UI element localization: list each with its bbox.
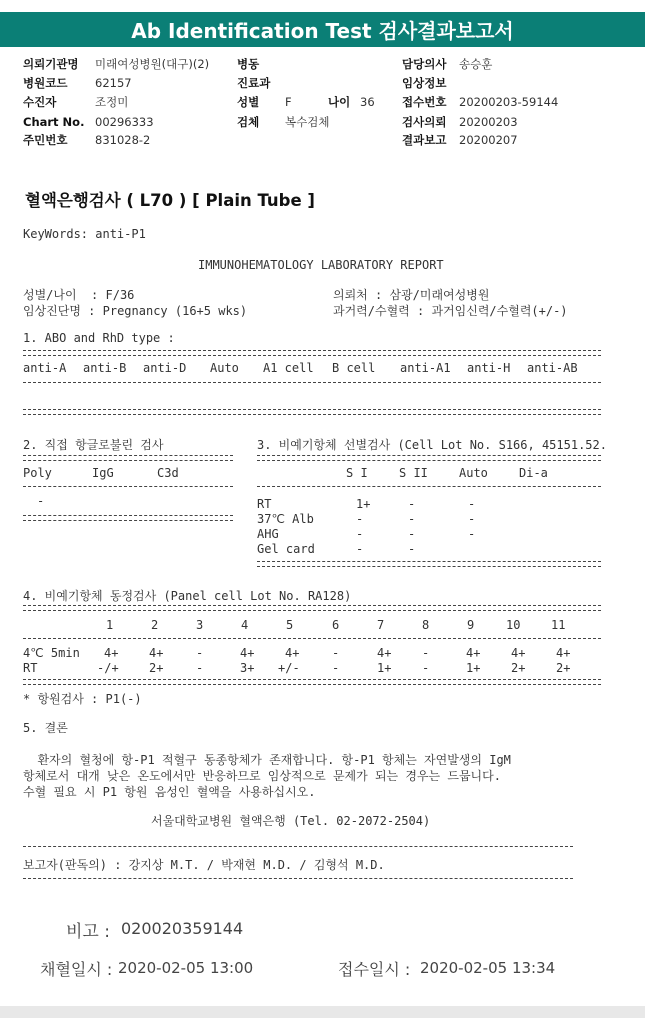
panel-cell: 4+ xyxy=(377,646,392,660)
chart-no-label: Chart No. xyxy=(23,115,85,129)
panel-col: 2 xyxy=(151,618,159,632)
screen-row-label: AHG xyxy=(257,527,279,541)
screen-cell: - xyxy=(408,527,416,541)
panel-cell: - xyxy=(332,661,340,675)
conclusion-line: 항체로서 대개 낮은 온도에서만 반응하므로 임상적으로 문제가 되는 경우는 드뭅니다. xyxy=(23,769,501,783)
screen-cell: - xyxy=(408,512,416,526)
conclusion-line: 환자의 혈청에 항-P1 적혈구 동종항체가 존재합니다. 항-P1 항체는 자연발생의 IgM xyxy=(23,753,511,767)
reporter-line: 보고자(판독의) : 강지상 M.T. / 박재현 M.D. / 김형석 M.D. xyxy=(23,858,385,872)
abo-col: anti-H xyxy=(467,361,511,375)
panel-title: 4. 비예기항체 동정검사 (Panel cell Lot No. RA128) xyxy=(23,589,352,603)
divider xyxy=(23,878,573,879)
department-label: 진료과 xyxy=(237,76,271,90)
screen-row-label: Gel card xyxy=(257,542,315,556)
section-title: 혈액은행검사 ( L70 ) [ Plain Tube ] xyxy=(25,191,315,210)
divider xyxy=(23,455,233,461)
divider xyxy=(23,409,601,415)
request-date-label: 검사의뢰 xyxy=(402,115,447,129)
dat-col-poly: Poly xyxy=(23,466,52,480)
panel-col: 7 xyxy=(377,618,385,632)
report-date-label: 결과보고 xyxy=(402,133,447,147)
draw-time-label: 채혈일시 : xyxy=(40,960,113,979)
note-label: 비고 : xyxy=(66,922,110,942)
screen-cell: - xyxy=(408,497,416,511)
panel-cell: 4+ xyxy=(104,646,119,660)
draw-time-value: 2020-02-05 13:00 xyxy=(118,959,254,977)
abo-col: anti-B xyxy=(83,361,127,375)
screen-cell: - xyxy=(356,527,364,541)
bottom-edge xyxy=(0,1006,645,1018)
age-value: 36 xyxy=(360,95,375,109)
panel-row-label: 4℃ 5min xyxy=(23,646,80,660)
screen-cell: - xyxy=(468,512,476,526)
panel-col: 3 xyxy=(196,618,204,632)
divider xyxy=(23,515,233,521)
ward-label: 병동 xyxy=(237,57,260,71)
screen-row-label: 37℃ Alb xyxy=(257,512,314,526)
screen-cell: - xyxy=(356,512,364,526)
divider xyxy=(23,605,601,611)
screen-row-label: RT xyxy=(257,497,272,511)
panel-cell: 2+ xyxy=(149,661,164,675)
divider xyxy=(257,486,601,487)
doctor-name: 송승훈 xyxy=(459,57,493,71)
abo-col: A1 cell xyxy=(263,361,314,375)
panel-cell: 4+ xyxy=(556,646,571,660)
report-date: 20200207 xyxy=(459,133,518,147)
report-title: Ab Identification Test 검사결과보고서 xyxy=(131,19,514,43)
sex-age-line: 성별/나이 : F/36 xyxy=(23,288,135,302)
hospital-code-label: 병원코드 xyxy=(23,76,68,90)
abo-col: anti-A xyxy=(23,361,67,375)
requester-line: 의뢰처 : 삼광/미래여성병원 xyxy=(333,288,490,302)
screen-cell: - xyxy=(408,542,416,556)
divider xyxy=(257,455,601,461)
request-date: 20200203 xyxy=(459,115,518,129)
diagnosis-line: 임상진단명 : Pregnancy (16+5 wks) xyxy=(23,304,248,318)
divider xyxy=(23,350,601,356)
screen-col: S I xyxy=(346,466,368,480)
screen-cell: - xyxy=(356,542,364,556)
divider xyxy=(23,382,601,383)
dat-col-c3d: C3d xyxy=(157,466,179,480)
hospital-name-row: 의뢰기관명 xyxy=(23,57,79,71)
patient-name: 조정미 xyxy=(95,95,129,109)
sex-value: F xyxy=(285,95,292,109)
panel-cell: +/- xyxy=(278,661,300,675)
abo-rhd-title: 1. ABO and RhD type : xyxy=(23,331,175,345)
report-heading: IMMUNOHEMATOLOGY LABORATORY REPORT xyxy=(198,258,444,272)
panel-cell: 4+ xyxy=(466,646,481,660)
abo-col: Auto xyxy=(210,361,239,375)
panel-cell: 3+ xyxy=(240,661,255,675)
patient-label: 수진자 xyxy=(23,95,57,109)
panel-cell: 1+ xyxy=(466,661,481,675)
divider xyxy=(23,846,573,847)
panel-col: 10 xyxy=(506,618,521,632)
dat-col-igg: IgG xyxy=(92,466,114,480)
report-title-banner xyxy=(0,12,645,47)
panel-cell: 4+ xyxy=(511,646,526,660)
abo-col: anti-AB xyxy=(527,361,578,375)
age-label: 나이 xyxy=(328,95,351,109)
resident-no: 831028-2 xyxy=(95,133,151,147)
divider xyxy=(23,638,601,639)
receive-time-label: 접수일시 : xyxy=(338,960,411,979)
panel-col: 1 xyxy=(106,618,114,632)
conclusion-title: 5. 결론 xyxy=(23,721,68,735)
conclusion-line: 수혈 필요 시 P1 항원 음성인 혈액을 사용하십시오. xyxy=(23,785,316,799)
resident-no-label: 주민번호 xyxy=(23,133,68,147)
panel-col: 4 xyxy=(241,618,249,632)
panel-row-label: RT xyxy=(23,661,38,675)
panel-cell: - xyxy=(422,646,430,660)
screen-col: S II xyxy=(399,466,428,480)
panel-col: 11 xyxy=(551,618,566,632)
accession-label: 접수번호 xyxy=(402,95,447,109)
specimen-value: 복수검체 xyxy=(285,115,330,129)
screen-col: Auto xyxy=(459,466,488,480)
panel-cell: - xyxy=(196,661,204,675)
screen-cell: - xyxy=(468,527,476,541)
history-line: 과거력/수혈력 : 과거임신력/수혈력(+/-) xyxy=(333,304,568,318)
panel-cell: - xyxy=(332,646,340,660)
hospital-signature: 서울대학교병원 혈액은행 (Tel. 02-2072-2504) xyxy=(151,814,431,828)
panel-cell: - xyxy=(196,646,204,660)
specimen-label: 검체 xyxy=(237,115,260,129)
panel-col: 9 xyxy=(467,618,475,632)
panel-cell: 4+ xyxy=(149,646,164,660)
dat-title: 2. 직접 항글로불린 검사 xyxy=(23,438,164,452)
sex-label: 성별 xyxy=(237,95,260,109)
panel-cell: 1+ xyxy=(377,661,392,675)
keywords: KeyWords: anti-P1 xyxy=(23,227,146,241)
abo-col: B cell xyxy=(332,361,376,375)
clinical-info-label: 임상정보 xyxy=(402,76,447,90)
hospital-code: 62157 xyxy=(95,76,132,90)
abo-col: anti-D xyxy=(143,361,187,375)
hospital-name: 미래여성병원(대구)(2) xyxy=(95,57,210,71)
accession-no: 20200203-59144 xyxy=(459,95,559,109)
panel-cell: 4+ xyxy=(285,646,300,660)
panel-cell: -/+ xyxy=(97,661,119,675)
chart-no: 00296333 xyxy=(95,115,154,129)
panel-cell: - xyxy=(422,661,430,675)
doctor-label: 담당의사 xyxy=(402,57,447,71)
panel-col: 6 xyxy=(332,618,340,632)
divider xyxy=(23,486,233,487)
dat-result: - xyxy=(37,494,45,508)
divider xyxy=(257,561,601,567)
note-value: 020020359144 xyxy=(121,919,244,938)
receive-time-value: 2020-02-05 13:34 xyxy=(420,959,556,977)
panel-cell: 2+ xyxy=(556,661,571,675)
screening-title: 3. 비예기항체 선별검사 (Cell Lot No. S166, 45151.52. xyxy=(257,438,607,452)
panel-cell: 2+ xyxy=(511,661,526,675)
panel-col: 8 xyxy=(422,618,430,632)
screen-col: Di-a xyxy=(519,466,548,480)
screen-cell: 1+ xyxy=(356,497,371,511)
panel-col: 5 xyxy=(286,618,294,632)
screen-cell: - xyxy=(468,497,476,511)
antigen-test: * 항원검사 : P1(-) xyxy=(23,692,142,706)
divider xyxy=(23,679,601,685)
panel-cell: 4+ xyxy=(240,646,255,660)
abo-col: anti-A1 xyxy=(400,361,451,375)
